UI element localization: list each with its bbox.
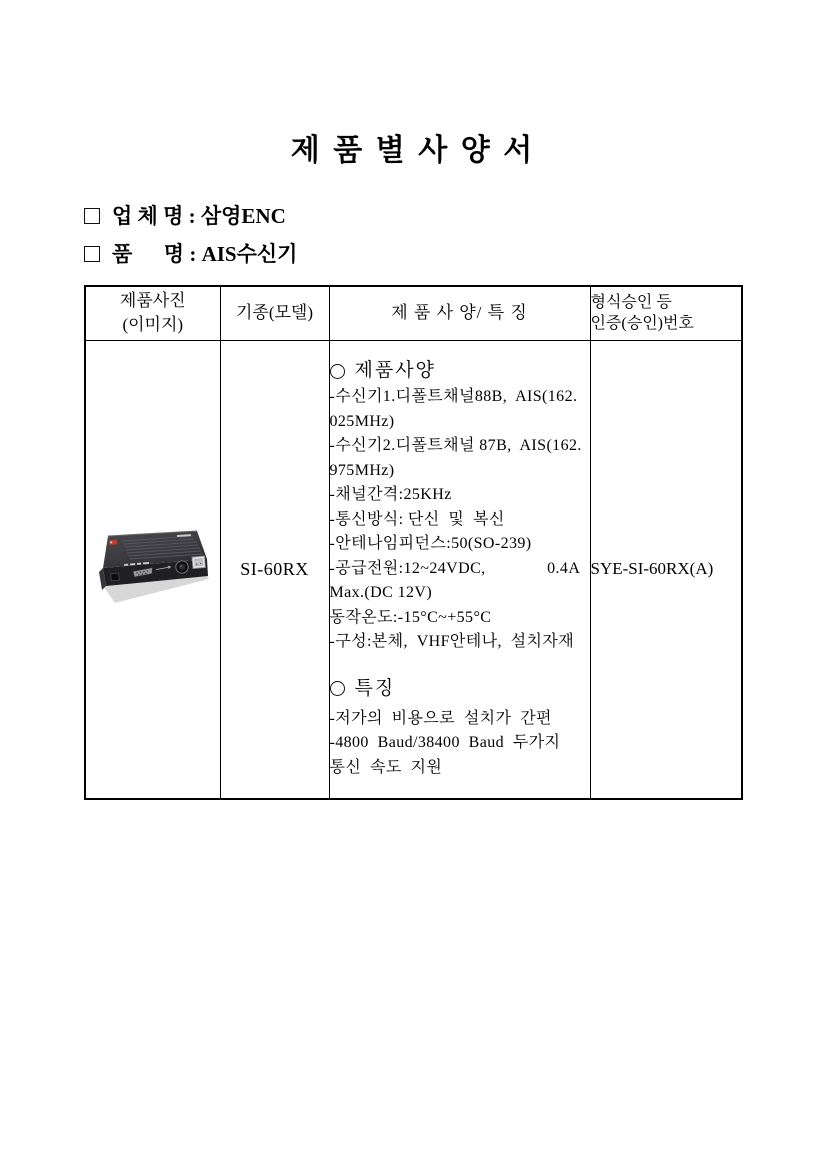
spec-line: 025MHz) [329, 412, 395, 430]
section-heading [330, 358, 590, 384]
column-header-3 [590, 286, 742, 340]
spec-line: -저가의 비용으로 설치가 간편 [329, 709, 552, 727]
brand-logo [109, 539, 117, 544]
column-header-line: (이미지) [122, 315, 184, 335]
spec-table [84, 285, 743, 800]
spec-line: -통신방식: 단신 및 복신 [329, 510, 505, 528]
model-cell: SI-60RX [220, 340, 329, 799]
spec-line: -수신기2.디폴트채널 87B, AIS(162. [329, 437, 582, 455]
spec-line: -채널간격:25KHz [329, 486, 452, 504]
column-header-line: 인증(승인)번호 [590, 315, 694, 333]
circle-bullet-icon [330, 364, 345, 379]
section-heading [330, 676, 590, 702]
din-connector-icon [175, 560, 188, 573]
field-separator: : [183, 204, 201, 228]
section-heading-text: 제품사양 [354, 360, 436, 382]
field-separator: : [184, 242, 202, 266]
field-list [84, 197, 297, 273]
column-header-1 [220, 286, 329, 340]
field-label: 품 명 [112, 242, 185, 266]
field-label: 업 체 명 [112, 204, 184, 228]
field-row-0 [84, 197, 297, 235]
product-photo [97, 523, 209, 611]
spec-section-0 [330, 358, 590, 655]
field-value: AIS수신기 [201, 242, 298, 266]
spec-line: -공급전원:12~24VDC, 0.4A [329, 559, 581, 577]
page-title: 제 품 별 사 양 서 [290, 134, 536, 167]
checkbox-icon [84, 208, 100, 224]
spec-line: -4800 Baud/38400 Baud 두가지 [329, 734, 561, 752]
spec-line: -안테나임피던스:50(SO-239) [329, 535, 532, 553]
product-photo-cell [85, 340, 220, 799]
spec-line: 동작온도:-15°C~+55°C [329, 608, 492, 626]
column-header-line: 형식승인 등 [590, 294, 672, 312]
field-row-1 [84, 235, 297, 273]
spec-line: -구성:본체, VHF안테나, 설치자재 [329, 633, 575, 651]
module-connector-icon [192, 556, 205, 569]
spec-line: 통신 속도 지원 [329, 758, 443, 776]
spec-cell [329, 340, 590, 799]
column-header-line: 제 품 사 양/ 특 징 [391, 303, 528, 323]
circle-bullet-icon [330, 681, 345, 696]
field-value: 삼영ENC [200, 204, 286, 228]
column-header-2 [329, 286, 590, 340]
column-header-line: 제품사진 [119, 291, 186, 311]
power-switch-icon [110, 573, 119, 581]
column-header-line: 기종(모델) [235, 303, 313, 323]
header-row [85, 286, 742, 340]
approval-number-cell: SYE-SI-60RX(A) [590, 340, 742, 799]
spec-line: -수신기1.디폴트채널88B, AIS(162. [329, 388, 578, 406]
table-row [85, 340, 742, 799]
spec-line: 975MHz) [329, 461, 395, 479]
spec-section-1 [330, 676, 590, 781]
spec-line: Max.(DC 12V) [329, 584, 433, 602]
checkbox-icon [84, 246, 100, 262]
section-heading-text: 특징 [354, 677, 396, 699]
column-header-0 [85, 286, 220, 340]
